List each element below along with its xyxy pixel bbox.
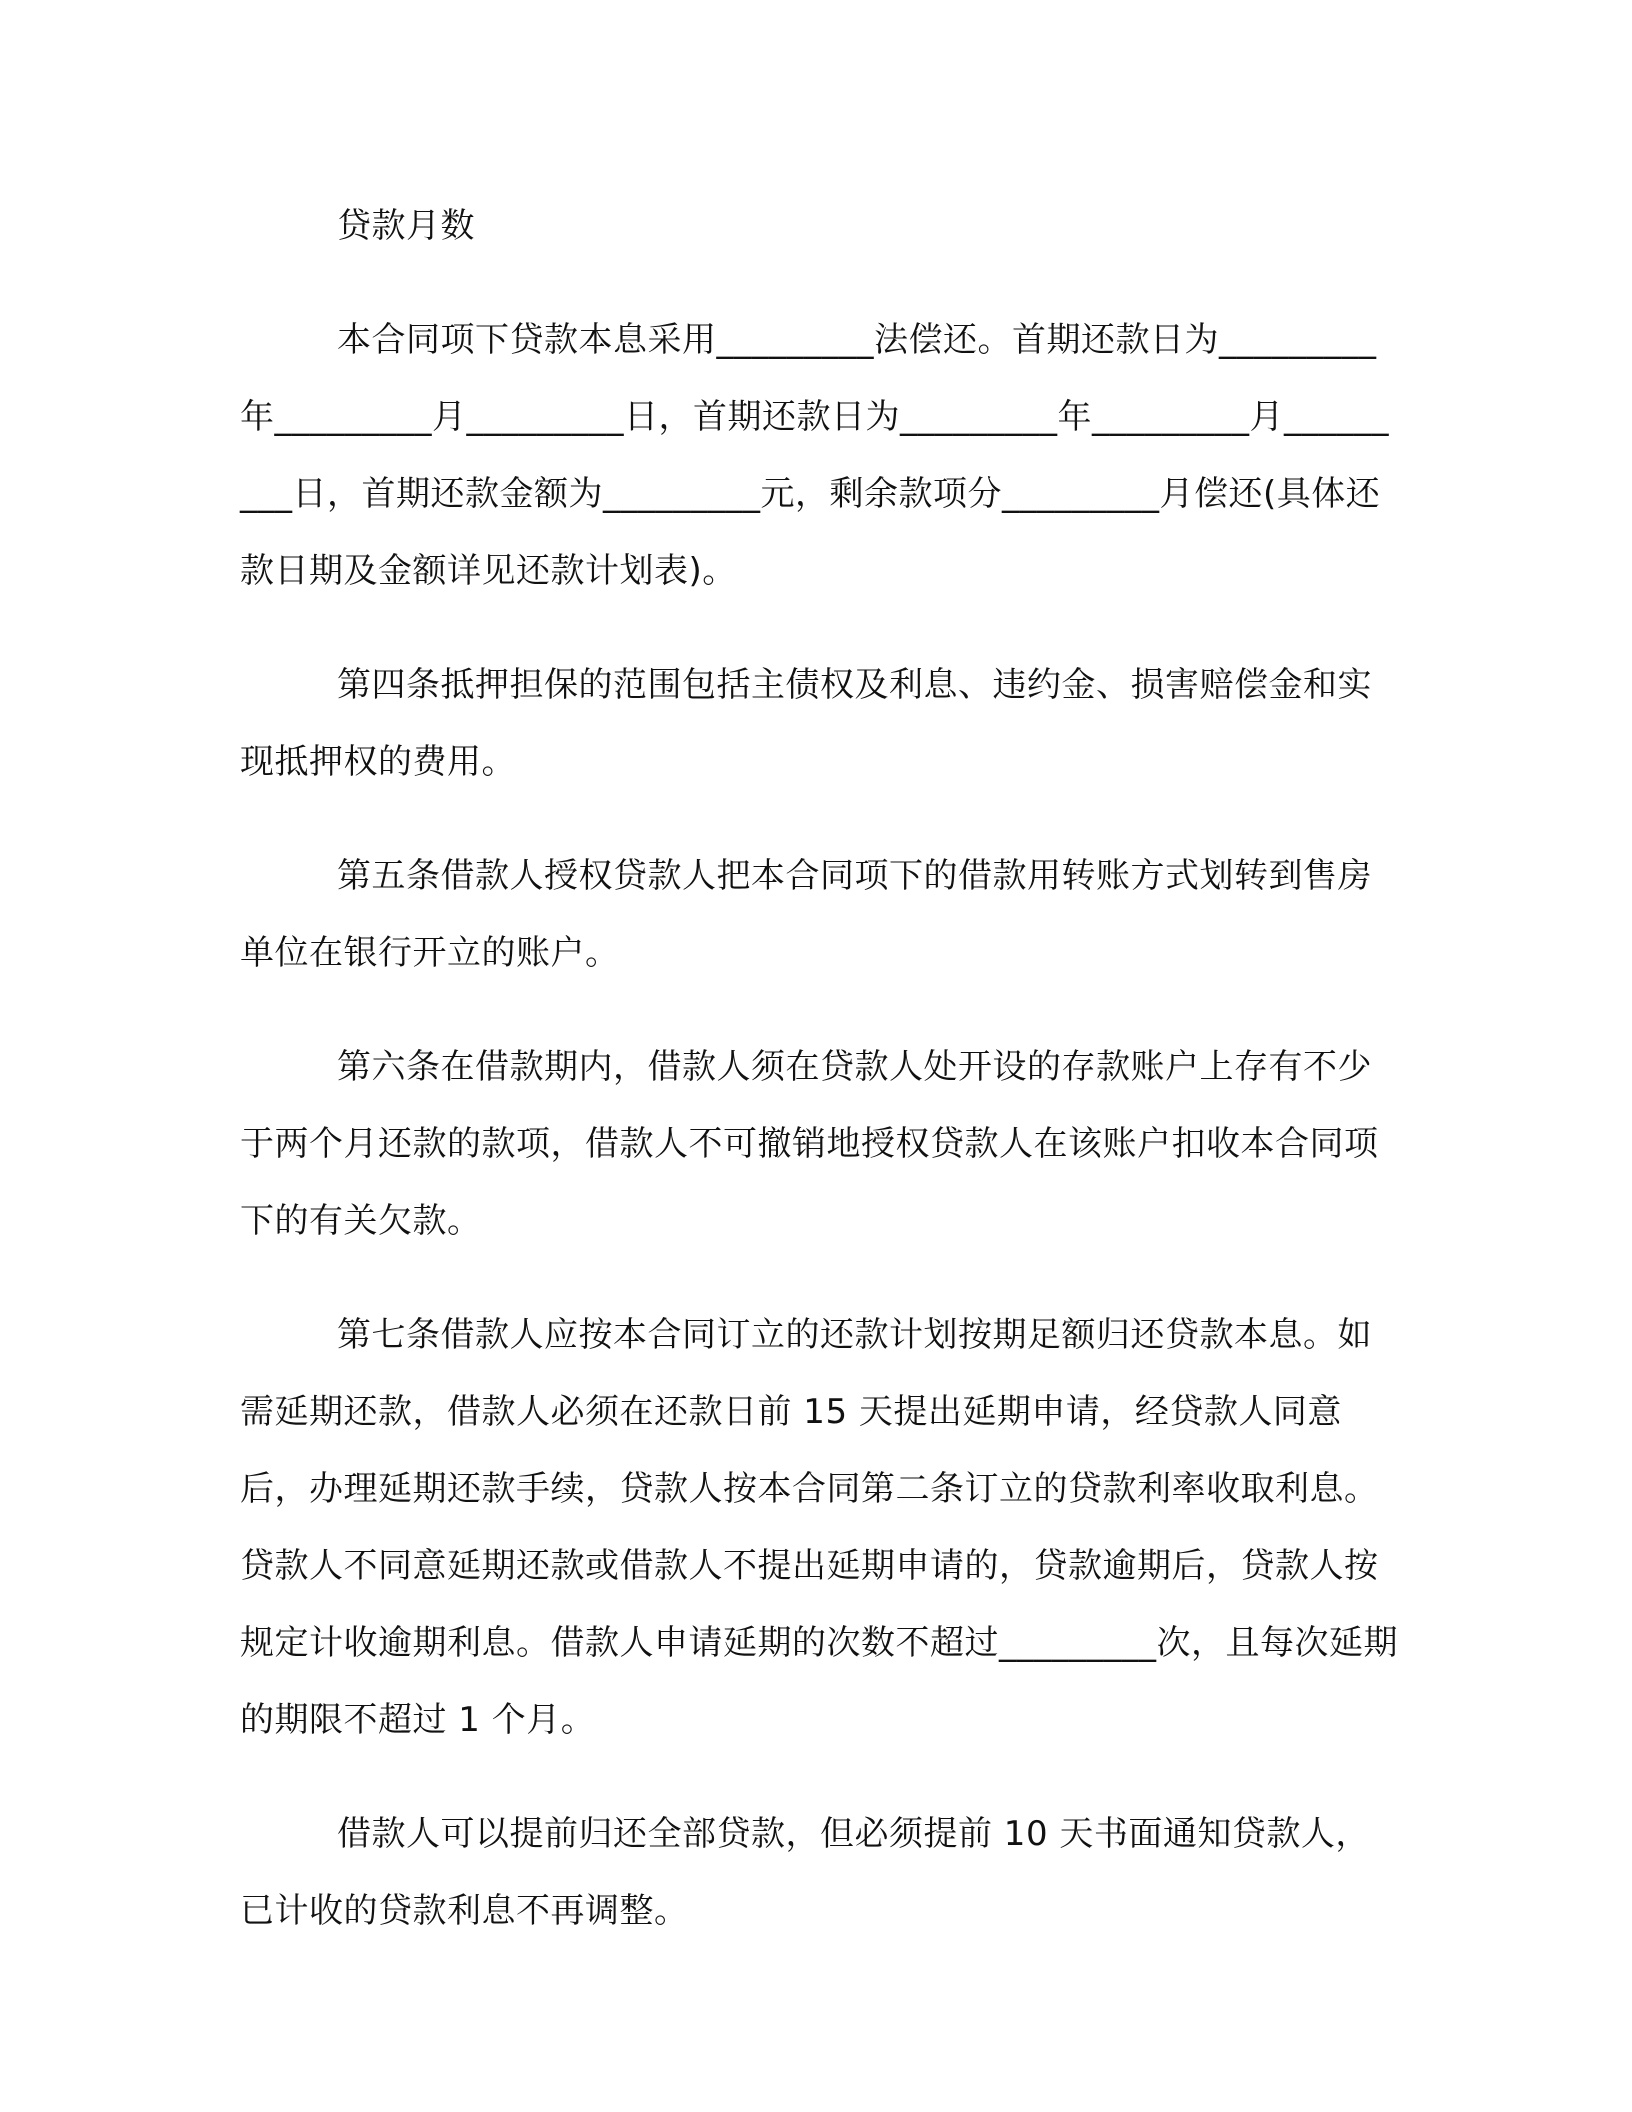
paragraph-article-7: 第七条借款人应按本合同订立的还款计划按期足额归还贷款本息。如需延期还款，借款人必须在还款日前 15 天提出延期申请，经贷款人同意后，办理延期还款手续，贷款人按本合同第二条订立的贷款利率收取利息。贷款人不同意延期还款或借款人不提出延期申请的，贷款逾期后，贷款人按规定计收逾期利息。借款人申请延期的次数不超过_________次，且每次延期的期限不超过 1 个月。 <box>240 1315 1398 1740</box>
paragraph-repayment-method: 本合同项下贷款本息采用_________法偿还。首期还款日为_________年_________月_________日，首期还款日为_________年_________月_________日，首期还款金额为_________元，剩余款项分_________月偿还(具体还款日期及金额详见还款计划表)。 <box>240 320 1389 591</box>
paragraph-loan-months: 贷款月数 <box>337 206 475 246</box>
paragraph-article-4: 第四条抵押担保的范围包括主债权及利息、违约金、损害赔偿金和实现抵押权的费用。 <box>240 665 1372 782</box>
paragraph-article-5: 第五条借款人授权贷款人把本合同项下的借款用转账方式划转到售房单位在银行开立的账户。 <box>240 856 1372 973</box>
document-body <box>240 188 1400 1950</box>
paragraph-article-6: 第六条在借款期内，借款人须在贷款人处开设的存款账户上存有不少于两个月还款的款项，借款人不可撤销地授权贷款人在该账户扣收本合同项下的有关欠款。 <box>240 1047 1379 1241</box>
paragraph-early-repayment: 借款人可以提前归还全部贷款，但必须提前 10 天书面通知贷款人，已计收的贷款利息不再调整。 <box>240 1814 1370 1931</box>
